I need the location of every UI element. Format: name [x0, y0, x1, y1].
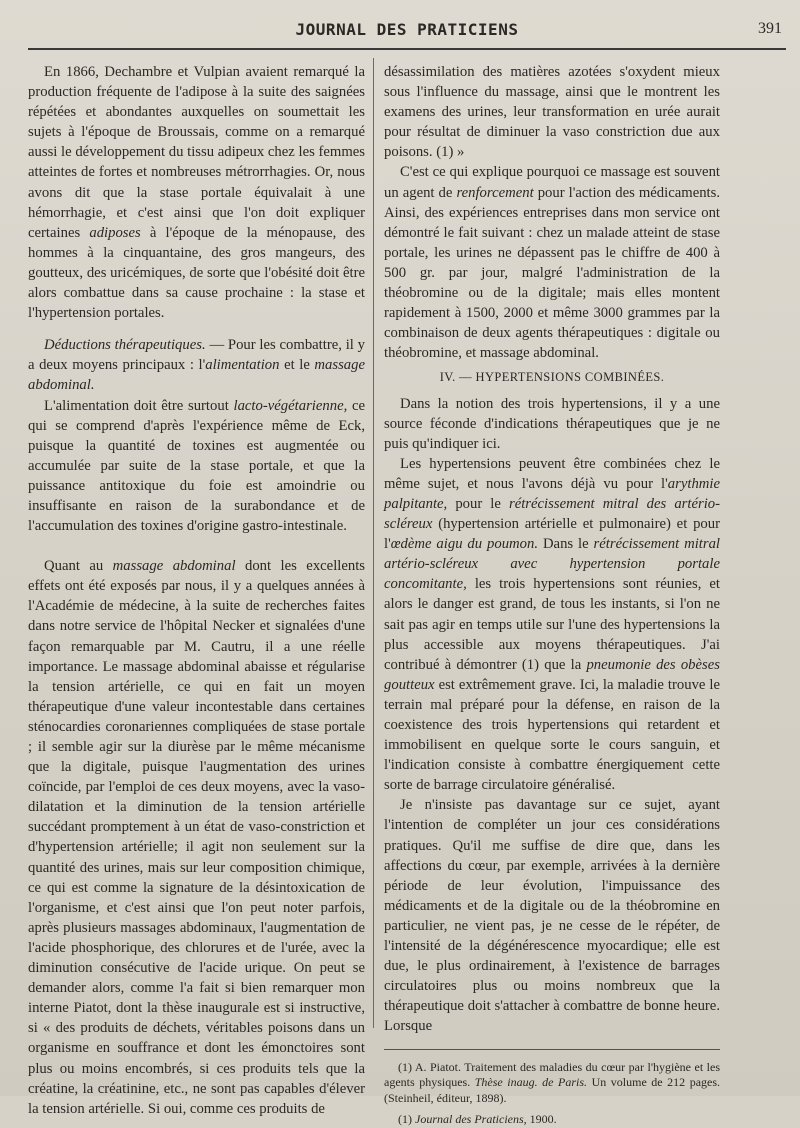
right-column	[384, 62, 720, 1128]
column-divider	[373, 58, 374, 1028]
footnotes	[384, 1060, 720, 1128]
paragraph-alimentation: L'alimentation doit être surtout lacto-végétarienne, ce qui se comprend d'après l'expérience même de Eck, puisque la quantité de toxines est augmentée ou accumulée par suite de la stase portale, et que la puissance antitoxique du foie est amoindrie ou insuffisante en raison de la surabondance et de l'accumulation des toxines d'origine gastro-intestinale.	[28, 397, 366, 535]
footnote-rule	[384, 1049, 720, 1050]
paragraph-continuation: désassimilation des matières azotées s'oxydent mieux sous l'influence du massage, ainsi que le montrent les examens des urines, leur transformation en urée aurait pour résultat de diminuer la vaso constriction due aux poisons. (1) »	[384, 64, 720, 161]
paragraph-conclusion: Je n'insiste pas davantage sur ce sujet, ayant l'intention de compléter un jour ces considérations pratiques. Qu'il me suffise de dire que, dans les affections du cœur, par exemple, arrivées à la dernière période de leur évolution, l'impuissance des médicaments et de la digitale ou de la théobromine en particulier, ne vient pas, je ne cesse de le répéter, de l'intensité de la dégénérescence myocardique; elle est due, le plus ordinairement, à l'existence de barrages circulatoires plus ou moins nombreux que la thérapeutique doit s'attacher à combattre de bonne heure. Lorsque	[384, 797, 720, 1035]
journal-title: JOURNAL DES PRATICIENS	[295, 20, 519, 39]
running-header	[28, 18, 786, 50]
paragraph-deductions: Déductions thérapeutiques. — Pour les combattre, il y a deux moyens principaux : l'alimentation et le massage abdominal.	[28, 337, 366, 394]
page-number: 391	[758, 20, 782, 37]
paragraph-massage: Quant au massage abdominal dont les excellents effets ont été exposés par nous, il y a quelques années à l'Académie de médecine, à la suite de recherches faites dans notre service de l'hôpital Necker et signalées d'une façon remarquable par M. Cautru, il a une réelle importance. Le massage abdominal abaisse et régularise la tension artérielle, ce qui en fait un moyen thérapeutique d'une valeur incontestable dans certaines sténocardies coronariennes compliquées de stase portale ; il semble agir sur la diurèse par le même mécanisme que la digitale, puisque l'augmentation des urines coïncide, par l'emploi de ces deux moyens, avec la vaso-dilatation et la diminution de la tension artérielle succédant promptement à un état de vaso-constriction et d'hypertension artérielle; il agit non seulement sur la quantité des urines, mais sur leur composition chimique, ce qui est comme la signature de la désintoxication de l'organisme, et c'est ainsi que l'on peut noter parfois, après plusieurs massages abdominaux, l'augmentation de l'acide phosphorique, des chlorures et de l'urée, avec la diminution consécutive de l'acide urique. On peut se demander alors, comme l'a fait si bien remarquer mon interne Piatot, dont la thèse inaugurale est si instructive, si « des produits de déchets, véritables poisons dans un organisme en souffrance et dont les émonctoires sont plus ou moins encombrés, si ces produits tels que la créatine, la créatinine, etc., ne sont pas capables d'élever la tension artérielle. Si oui, comme ces produits de	[28, 558, 366, 1117]
paragraph-combined: Les hypertensions peuvent être combinées chez le même sujet, et nous l'avons déjà vu pour l'arythmie palpitante, pour le rétrécissement mitral des artério-scléreux (hypertension artérielle et pulmonaire) et pour l'œdème aigu du poumon. Dans le rétrécissement mitral artério-scléreux avec hypertension portale concomitante, les trois hypertensions sont réunies, et alors le danger est grand, de tous les instants, si l'on ne sait pas agir en temps utile sur l'une des hypertensions la plus accessible aux moyens thérapeutiques. J'ai contribué à démontrer (1) que la pneumonie des obèses goutteux est extrêmement grave. Ici, la maladie trouve le terrain mal préparé pour la défense, en raison de la coexistence des trois hypertensions qui retardent et immobilisent en quelque sorte le cours sanguin, et l'indication consiste à combattre énergiquement cette sorte de barrage circulatoire généralisé.	[384, 455, 721, 794]
paragraph-notion: Dans la notion des trois hypertensions, il y a une source féconde d'indications thérapeutiques que je ne puis qu'indiquer ici.	[384, 395, 720, 452]
footnote-2: (1) Journal des Praticiens, 1900.	[398, 1112, 557, 1126]
section-subtitle: Déductions thérapeutiques.	[44, 337, 206, 354]
paragraph-renforcement: C'est ce qui explique pourquoi ce massage est souvent un agent de renforcement pour l'action des médicaments. Ainsi, des expériences entreprises dans mon service ont démontré le fait suivant : chez un malade atteint de stase portale, les urines ne dépassent pas le chiffre de 400 à 500 gr. par jour, malgré l'administration de la théobromine ou de la digitale; mais elles montent rapidement à 1500, 2000 et même 3000 grammes par la combinaison de deux agents thérapeutiques : digitale ou théobromine, et massage abdominal.	[384, 164, 721, 362]
left-column	[28, 62, 365, 1119]
paragraph-adipose: En 1866, Dechambre et Vulpian avaient remarqué la production fréquente de l'adipose à la suite des saignées répétées et abondantes auxquelles on soumettait les sujets à l'époque de Broussais, comme on a remarqué aussi le développement du tissu adipeux chez les femmes atteintes de fortes et nombreuses métrorrhagies. Or, nous avons dit que la stase portale équivalait à une hémorrhagie, et c'est ainsi que l'on doit expliquer certaines adiposes à l'époque de la ménopause, des hommes à la cinquantaine, des gros mangeurs, des goutteux, des uricémiques, de sorte que l'obésité doit être alors combattue dans sa cause prochaine : la stase et l'hypertension portales.	[28, 64, 366, 322]
footnote-1: (1) A. Piatot. Traitement des maladies du cœur par l'hygiène et les agents physiques. Thèse inaug. de Paris. Un volume de 212 pages. (Steinheil, éditeur, 1898).	[384, 1059, 721, 1105]
section-heading: IV. — HYPERTENSIONS COMBINÉES.	[439, 370, 665, 385]
